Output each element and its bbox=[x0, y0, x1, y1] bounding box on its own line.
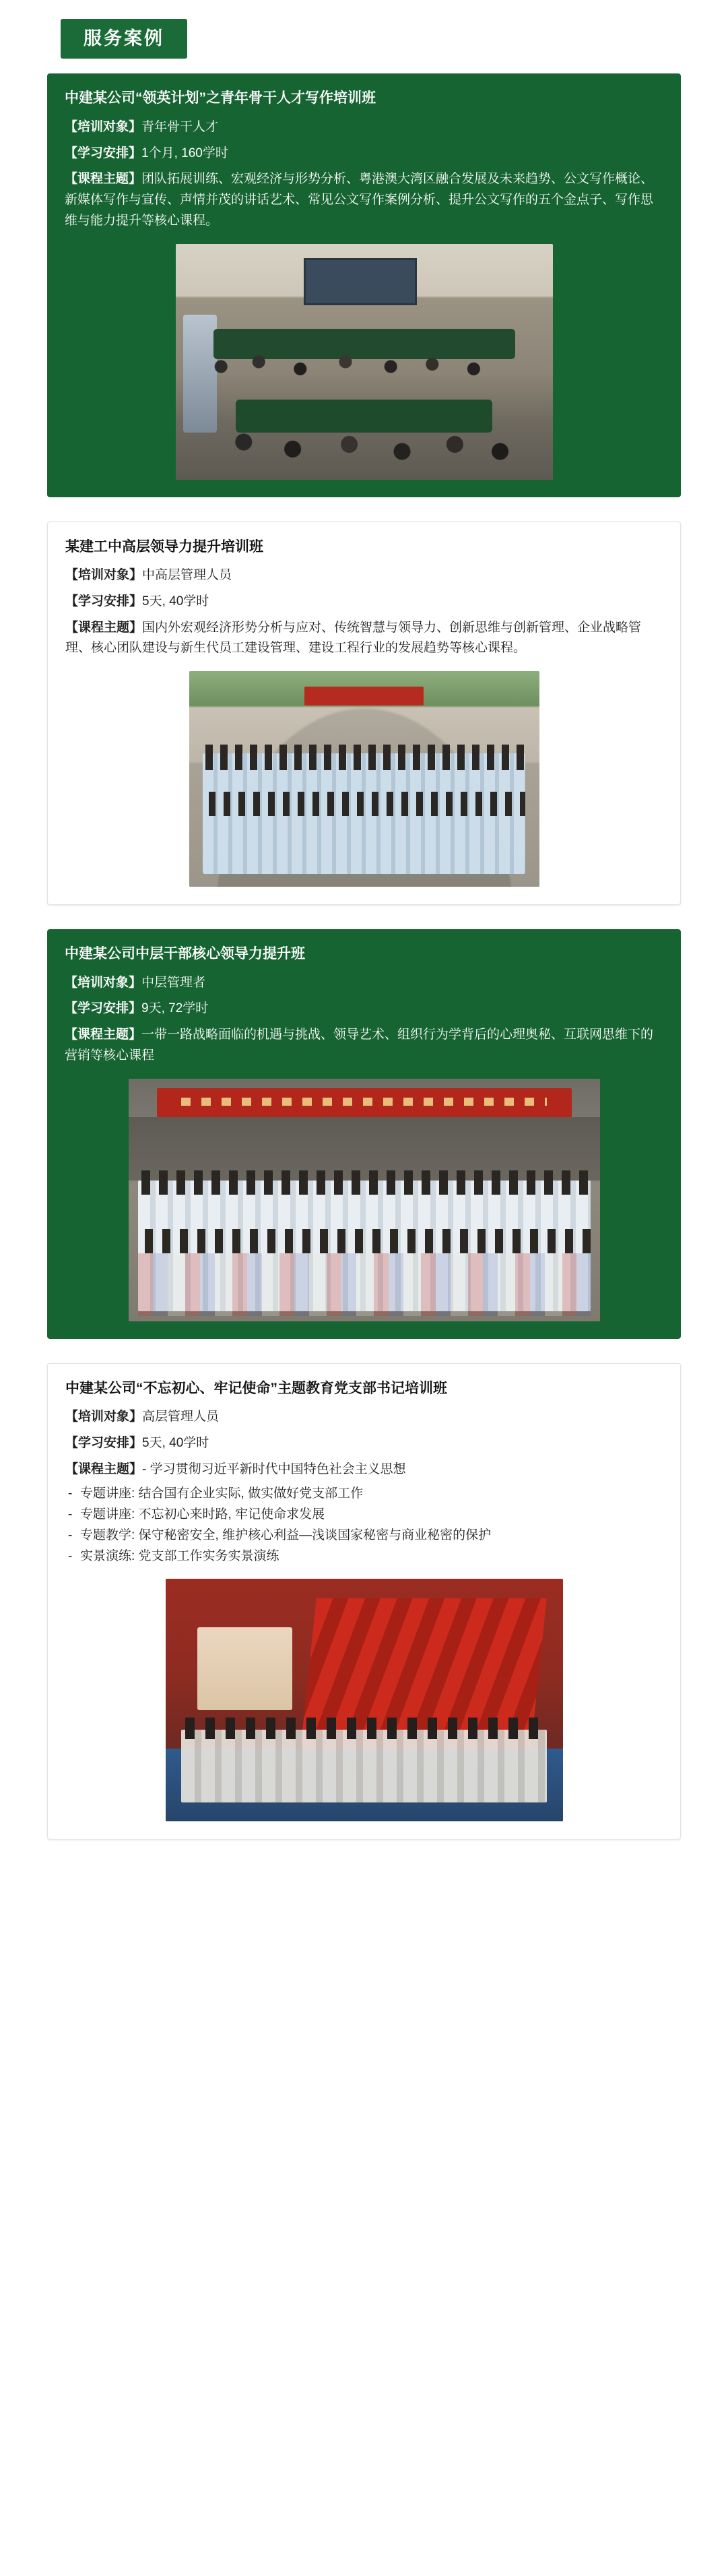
case-topics-row bbox=[65, 169, 663, 231]
case-topics-row bbox=[65, 1025, 663, 1067]
list-item bbox=[65, 1484, 663, 1505]
schedule-label: 【学习安排】 bbox=[65, 1001, 142, 1016]
photo-color-overlay bbox=[138, 1253, 591, 1317]
schedule-label: 【学习安排】 bbox=[65, 1435, 143, 1450]
schedule-value: 5天, 40学时 bbox=[142, 1435, 209, 1450]
schedule-value: 5天, 40学时 bbox=[142, 594, 209, 608]
photo-participants bbox=[181, 1730, 547, 1802]
case-topics-row bbox=[65, 618, 663, 660]
case-schedule-row bbox=[65, 144, 663, 164]
dash-bullet: - bbox=[68, 1548, 73, 1563]
topics-label: 【课程主题】 bbox=[65, 1028, 142, 1042]
topics-value: - 学习贯彻习近平新时代中国特色社会主义思想 bbox=[142, 1462, 406, 1476]
case-card-4 bbox=[47, 1363, 681, 1840]
case-topics-sublist bbox=[65, 1484, 663, 1567]
case-topics-row bbox=[65, 1459, 663, 1480]
case-schedule-row bbox=[65, 1433, 663, 1454]
schedule-value: 9天, 72学时 bbox=[141, 1001, 209, 1016]
topics-label: 【课程主题】 bbox=[65, 1462, 143, 1476]
case-title: 中建某公司“不忘初心、牢记使命”主题教育党支部书记培训班 bbox=[65, 1380, 447, 1396]
topics-value: 国内外宏观经济形势分析与应对、传统智慧与领导力、创新思维与创新管理、企业战略管理、核心团队建设与新生代员工建设管理、建设工程行业的发展趋势等核心课程。 bbox=[65, 620, 642, 656]
topics-value: 团队拓展训练、宏观经济与形势分析、粤港澳大湾区融合发展及未来趋势、公文写作概论、新媒体写作与宣传、声情并茂的讲话艺术、常见公文写作案例分析、提升公文写作的五个金点子、写作思维与能力提升等核心课程。 bbox=[65, 172, 654, 228]
list-item-label: 实景演练: 党支部工作实务实景演练 bbox=[80, 1548, 279, 1563]
photo-participant-heads bbox=[181, 1718, 547, 1739]
photo-red-banner bbox=[157, 1088, 572, 1117]
schedule-value: 1个月, 160学时 bbox=[141, 146, 228, 160]
list-item bbox=[65, 1505, 663, 1526]
dash-bullet: - bbox=[68, 1507, 73, 1522]
case-title: 中建某公司“领英计划”之青年骨干人才写作培训班 bbox=[65, 90, 376, 106]
case-photo-conference-room bbox=[176, 244, 553, 480]
audience-value: 青年骨干人才 bbox=[141, 119, 219, 134]
audience-label: 【培训对象】 bbox=[65, 568, 143, 583]
topics-value: 一带一路战略面临的机遇与挑战、领导艺术、组织行为学背后的心理奥秘、互联网思维下的营销等核心课程 bbox=[65, 1028, 654, 1063]
list-item bbox=[65, 1546, 663, 1567]
schedule-label: 【学习安排】 bbox=[65, 594, 143, 608]
audience-label: 【培训对象】 bbox=[65, 975, 142, 990]
audience-label: 【培训对象】 bbox=[65, 1410, 143, 1424]
case-audience-row bbox=[65, 973, 663, 994]
case-photo-group-outdoor bbox=[189, 671, 539, 887]
photo-group-heads-back bbox=[203, 745, 525, 770]
section-header bbox=[0, 0, 728, 73]
list-item bbox=[65, 1526, 663, 1546]
case-card-3 bbox=[47, 929, 681, 1339]
case-title: 中建某公司中层干部核心领导力提升班 bbox=[65, 946, 305, 962]
case-card-2 bbox=[47, 522, 681, 906]
schedule-label: 【学习安排】 bbox=[65, 146, 142, 160]
section-title-banner: 服务案例 bbox=[61, 19, 187, 59]
case-audience-row bbox=[65, 1407, 663, 1428]
topics-label: 【课程主题】 bbox=[65, 620, 143, 635]
list-item-label: 专题讲座: 结合国有企业实际, 做实做好党支部工作 bbox=[80, 1486, 364, 1501]
list-item-label: 专题讲座: 不忘初心来时路, 牢记使命求发展 bbox=[80, 1507, 325, 1522]
audience-value: 高层管理人员 bbox=[142, 1410, 220, 1424]
case-photo-party-ceremony bbox=[166, 1579, 563, 1821]
case-schedule-row bbox=[65, 592, 663, 612]
case-photo-large-group bbox=[129, 1079, 600, 1321]
dash-bullet: - bbox=[68, 1486, 73, 1501]
case-audience-row bbox=[65, 565, 663, 586]
photo-group-heads-back bbox=[138, 1170, 591, 1195]
photo-group-heads-front bbox=[138, 1229, 591, 1253]
dash-bullet: - bbox=[68, 1528, 73, 1542]
audience-value: 中高层管理人员 bbox=[142, 568, 232, 583]
topics-label: 【课程主题】 bbox=[65, 172, 142, 187]
audience-value: 中层管理者 bbox=[141, 975, 206, 990]
photo-backdrop-text bbox=[197, 1627, 293, 1709]
case-schedule-row bbox=[65, 999, 663, 1019]
case-audience-row bbox=[65, 117, 663, 138]
photo-group-heads-front bbox=[203, 792, 525, 815]
list-item-label: 专题教学: 保守秘密安全, 维护核心利益—浅谈国家秘密与商业秘密的保护 bbox=[80, 1528, 492, 1542]
case-card-1 bbox=[47, 73, 681, 497]
audience-label: 【培训对象】 bbox=[65, 119, 142, 134]
case-title: 某建工中高层领导力提升培训班 bbox=[65, 538, 263, 555]
photo-attendees bbox=[176, 244, 553, 480]
